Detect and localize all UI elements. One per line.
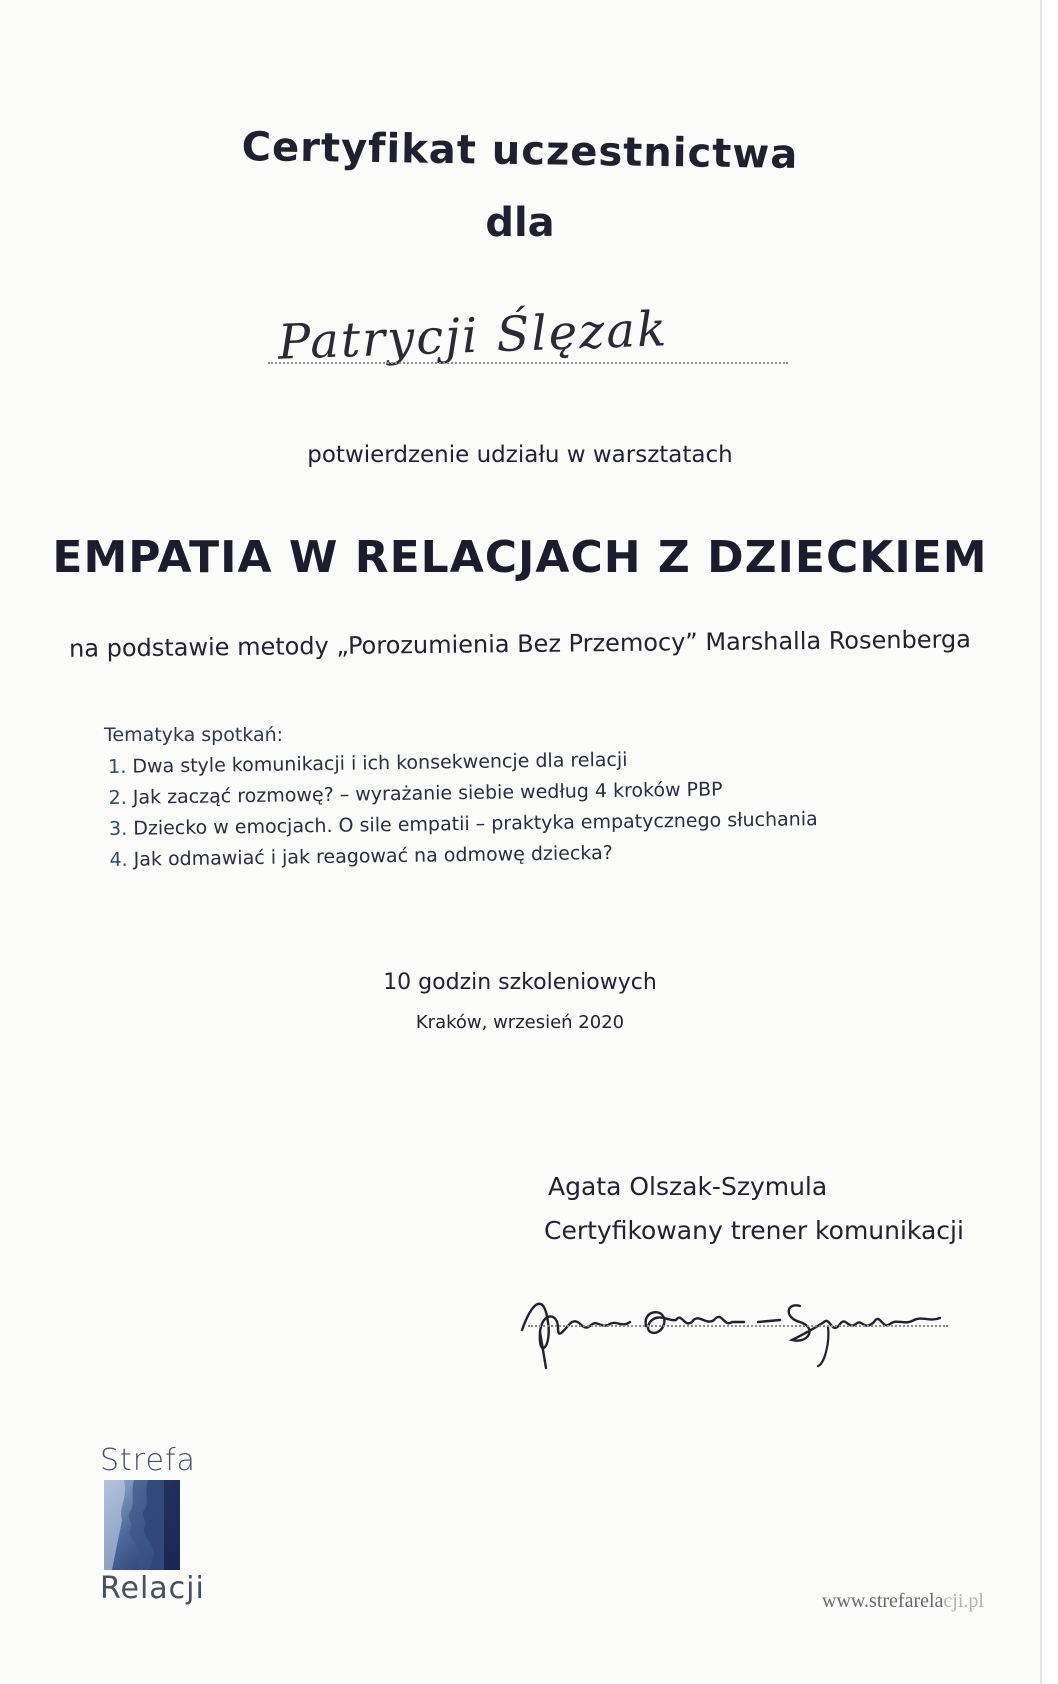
list-item: 4. Jak odmawiać i jak reagować na odmowę dziecka? bbox=[109, 841, 613, 871]
trainer-name: Agata Olszak-Szymula bbox=[548, 1172, 828, 1201]
list-item: 3. Dziecko w emocjach. O sile empatii – praktyka empatycznego słuchania bbox=[108, 808, 818, 840]
certificate-title: Certyfikat uczestnictwa bbox=[241, 124, 799, 178]
website-url: www.strefarelacji.pl bbox=[822, 1590, 984, 1612]
logo-text-top: Strefa bbox=[100, 1443, 196, 1478]
topics-heading: Tematyka spotkań: bbox=[104, 724, 284, 746]
logo-faces-icon bbox=[104, 1480, 180, 1570]
strefa-relacji-logo bbox=[100, 1443, 205, 1606]
trainer-title: Certyfikowany trener komunikacji bbox=[544, 1216, 964, 1245]
recipient-name-line bbox=[268, 362, 788, 364]
course-title: EMPATIA W RELACJACH Z DZIECKIEM bbox=[52, 532, 988, 583]
place-date: Kraków, wrzesień 2020 bbox=[415, 1012, 625, 1033]
trainer-signature bbox=[518, 1282, 948, 1376]
trainer-signature-line bbox=[528, 1325, 948, 1327]
topics-list bbox=[108, 742, 818, 876]
confirmation-text: potwierdzenie udziału w warsztatach bbox=[307, 442, 733, 468]
page-edge bbox=[1042, 0, 1058, 1684]
list-item: 2. Jak zacząć rozmowę? – wyrażanie siebie według 4 kroków PBP bbox=[108, 778, 723, 809]
certificate-title-for: dla bbox=[485, 200, 555, 246]
list-item: 1. Dwa style komunikacji i ich konsekwencje dla relacji bbox=[108, 748, 628, 778]
training-hours: 10 godzin szkoleniowych bbox=[383, 970, 657, 995]
recipient-handwritten-name: Patrycji Ślęzak bbox=[277, 301, 669, 371]
method-text: na podstawie metody „Porozumienia Bez Przemocy” Marshalla Rosenberga bbox=[68, 625, 972, 663]
logo-text-bottom: Relacji bbox=[100, 1571, 205, 1606]
